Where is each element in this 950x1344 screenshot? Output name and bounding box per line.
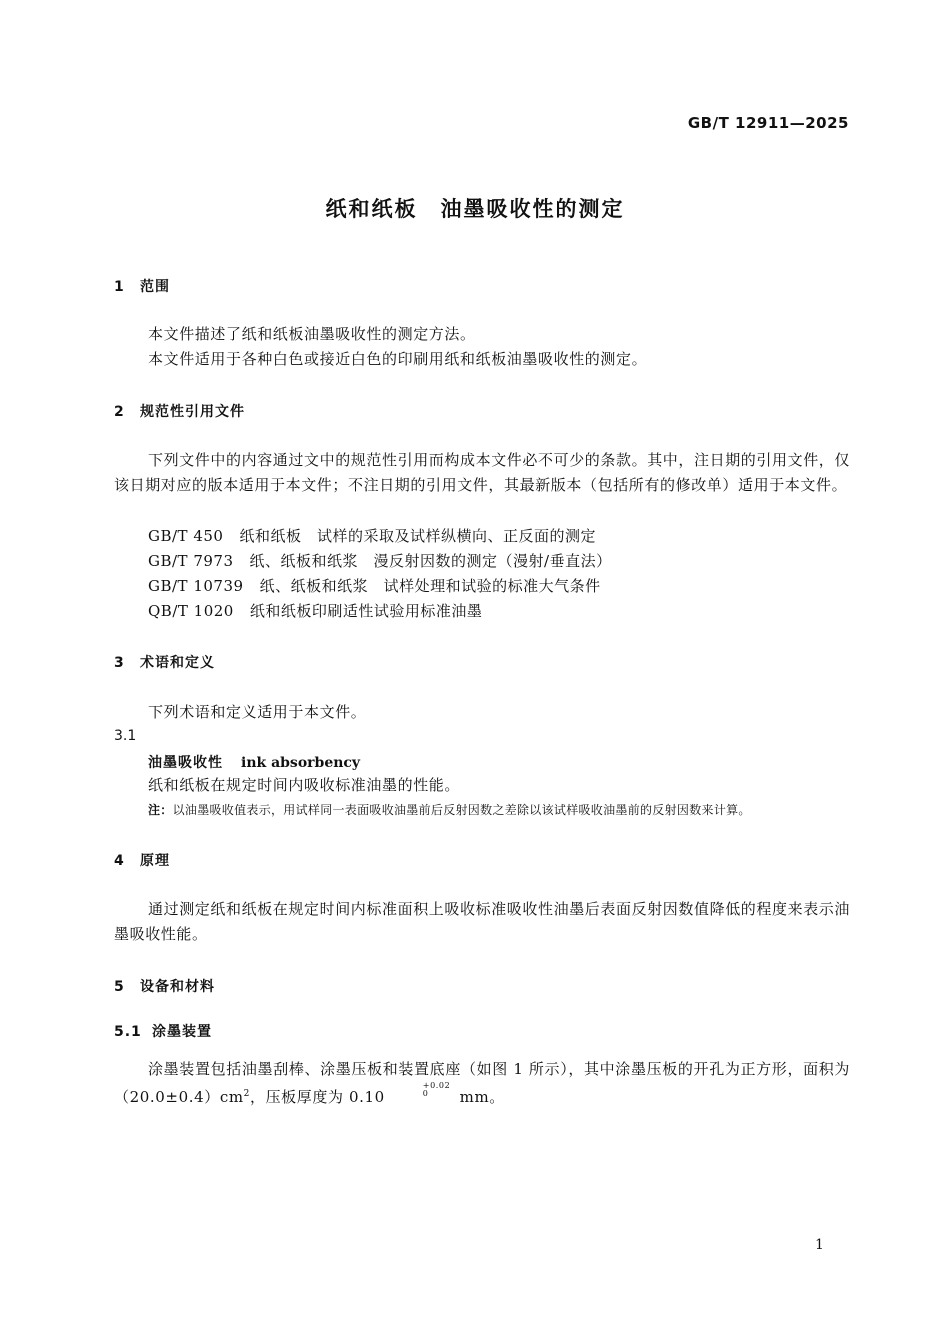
subsection-5-1-para (114, 1057, 850, 1110)
section-title: 设备和材料 (140, 979, 215, 995)
section-number: 5 (114, 979, 125, 995)
thickness-tolerance (389, 1082, 451, 1098)
reference-title: 纸和纸板印刷适性试验用标准油墨 (249, 602, 483, 620)
note-label: 注： (148, 803, 173, 817)
reference-code: GB/T 450 (148, 527, 224, 545)
section-title: 原理 (140, 853, 170, 869)
reference-title: 纸和纸板 试样的采取及试样纵横向、正反面的测定 (239, 527, 596, 545)
para-text: mm。 (454, 1088, 505, 1106)
term-entry (148, 752, 360, 772)
reference-code: GB/T 10739 (148, 577, 244, 595)
page-number: 1 (815, 1237, 824, 1253)
section-4-para: 通过测定纸和纸板在规定时间内标准面积上吸收标准吸收性油墨后表面反射因数值降低的程度来表示油墨吸收性能。 (114, 900, 851, 943)
reference-title: 纸、纸板和纸浆 漫反射因数的测定（漫射/垂直法） (249, 552, 612, 570)
section-1-para-2: 本文件适用于各种白色或接近白色的印刷用纸和纸板油墨吸收性的测定。 (148, 350, 648, 368)
section-3-heading (114, 652, 215, 672)
section-title: 范围 (140, 279, 170, 295)
subsection-5-1-heading (114, 1021, 212, 1041)
reference-code: QB/T 1020 (148, 602, 234, 620)
section-2-intro: 下列文件中的内容通过文中的规范性引用而构成本文件必不可少的条款。其中，注日期的引用文件，仅该日期对应的版本适用于本文件；不注日期的引用文件，其最新版本（包括所有的修改单）适用于本文件。 (114, 451, 851, 494)
document-title: 纸和纸板 油墨吸收性的测定 (325, 197, 625, 221)
section-number: 3 (114, 655, 125, 671)
reference-item (148, 525, 596, 546)
para-text: 涂墨装置包括油墨刮棒、涂墨压板和装置底座（如图 1 所示），其中涂墨压板的开孔为正方形，面积为（20.0±0.4）cm (114, 1060, 850, 1106)
section-title: 术语和定义 (140, 655, 215, 671)
section-5-heading (114, 976, 215, 996)
section-4-heading (114, 850, 170, 870)
term-note (148, 801, 751, 818)
reference-item (148, 550, 612, 571)
area-exponent: 2 (243, 1089, 250, 1099)
note-text: 以油墨吸收值表示，用试样同一表面吸收油墨前后反射因数之差除以该试样吸收油墨前的反射因数来计算。 (172, 803, 751, 817)
section-3-intro: 下列术语和定义适用于本文件。 (148, 703, 367, 721)
reference-code: GB/T 7973 (148, 552, 234, 570)
standard-code: GB/T 12911—2025 (687, 114, 849, 132)
section-title: 规范性引用文件 (140, 404, 245, 420)
reference-item (148, 600, 482, 621)
section-2-heading (114, 401, 245, 421)
section-number: 1 (114, 279, 125, 295)
section-1-heading (114, 276, 170, 296)
subsection-title: 涂墨装置 (152, 1024, 212, 1040)
reference-item (148, 575, 601, 596)
tolerance-lower: 0 (422, 1089, 429, 1098)
section-number: 4 (114, 853, 125, 869)
term-definition: 纸和纸板在规定时间内吸收标准油墨的性能。 (148, 776, 461, 794)
term-en: ink absorbency (241, 755, 361, 771)
term-number: 3.1 (114, 728, 137, 744)
section-1-para-1: 本文件描述了纸和纸板油墨吸收性的测定方法。 (148, 325, 476, 343)
reference-title: 纸、纸板和纸浆 试样处理和试验的标准大气条件 (259, 577, 601, 595)
term-zh: 油墨吸收性 (148, 755, 223, 771)
section-number: 2 (114, 404, 125, 420)
subsection-number: 5.1 (114, 1024, 142, 1040)
para-text: ，压板厚度为 0.10 (249, 1088, 385, 1106)
tolerance-upper: +0.02 (422, 1081, 451, 1090)
